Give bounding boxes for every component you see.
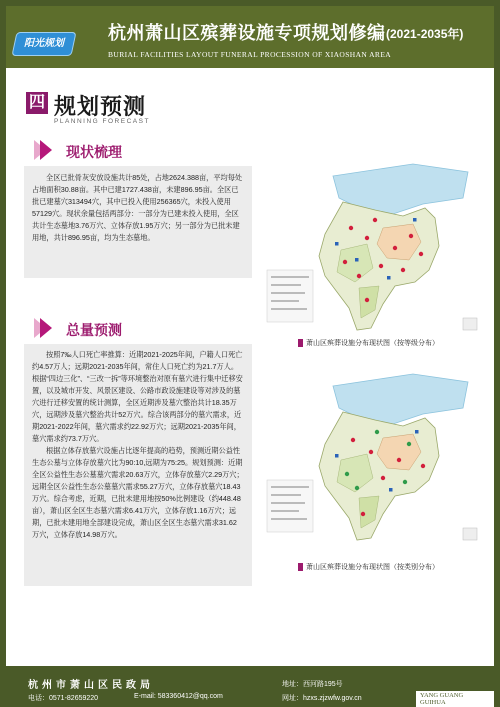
map-caption-category [298,562,439,572]
forecast-paragraph-2: 根据立体存放墓穴设施占比逐年提高的趋势，预测近期公益性生态公墓与立体存放墓穴比为90:10,远期为75:25。规划预测：近期全区公益性生态公墓墓穴需求20.63万穴，立体存放墓穴2.29万穴；远期全区公益性生态公墓墓穴需求55.27万穴，立体存放墓穴18.43万穴。综合考虑，近期，已批未建用地按50%比例建设（约448.48亩），萧山区全区生态墓穴需求6.41万穴，立体存放1.16万穴；远期，已批未建用地全部建设完成，萧山区全区生态墓穴需求31.62万穴，立体存放14.98万穴。 [32,446,244,539]
current-status-title: 现状梳理 [66,144,122,160]
document-subtitle: BURIAL FACILITIES LAYOUT FUNERAL PROCESSION OF XIAOSHAN AREA [108,50,392,59]
map-caption-level [298,338,439,348]
footer-phone: 电话：0571-82659220 [28,695,99,702]
footer-organization: 杭州市萧山区民政局 [28,680,154,691]
section-title: 规划预测 [54,94,147,119]
chevron-icon [34,140,54,160]
footer-website: 网址：hzxs.zjzwfw.gov.cn [282,695,362,702]
map-graphic [263,158,483,336]
map-graphic [263,368,483,546]
document-year: (2021-2035年) [386,27,464,41]
facility-map-by-level [263,158,483,336]
footer [6,670,494,707]
forecast-title: 总量预测 [66,322,122,338]
caption-marker [298,563,303,571]
footer-address: 地址：西河路195号 [282,681,343,688]
chevron-icon [34,318,54,338]
document-title: 杭州萧山区殡葬设施专项规划修编 [108,23,386,43]
current-status-text: 全区已批骨灰安放设施共计85处，占地2624.388亩，平均每处占地面积30.88亩。其中已建1727.438亩，未建896.95亩。全区已批已建墓穴313494穴，其中已投入使用256365穴，未投入使用57129穴。现状余量包括两部分：一部分为已建未投入使用，全区共计生态墓地3.76万穴、立体存放1.95万穴；另一部分为已批未建用地，共计896.95亩，均为生态墓地。 [32,173,243,242]
section-number: 四 [26,92,48,114]
map-caption-level-text: 萧山区殡葬设施分布现状图（按等级分布） [306,340,439,347]
forecast-paragraph-1: 按照7‰人口死亡率推算：近期2021-2025年间，户籍人口死亡约4.57万人；远期2021-2035年间，常住人口死亡约为21.7万人。根据“四边三化”、“三改一拆”等环境整治对原有墓穴进行集中迁移安置，以及城市开发、风景区建设、公路市政设施建设等对涉及的墓穴进行迁移安置的统计测算，全区近期涉及墓穴整治共计18.35万穴，远期涉及墓穴整治共计52万穴。综合该两部分的墓穴需求，近期2021-2022年间，墓穴需求约22.92万穴；远期2021-2035年间，墓穴需求约73.7万穴。 [32,350,243,443]
caption-marker [298,339,303,347]
logo-text: 阳光规划 [24,38,64,49]
current-status-text-box [24,166,252,278]
facility-map-by-category [263,368,483,546]
logo [11,32,76,56]
map-caption-category-text: 萧山区殡葬设施分布现状图（按类别分布） [306,564,439,571]
footer-brand: YANG GUANG GUIHUA [416,691,494,707]
footer-email: E-mail: 583360412@qq.com [134,693,223,700]
section-subtitle: PLANNING FORECAST [54,118,150,125]
forecast-text-box [24,344,252,586]
